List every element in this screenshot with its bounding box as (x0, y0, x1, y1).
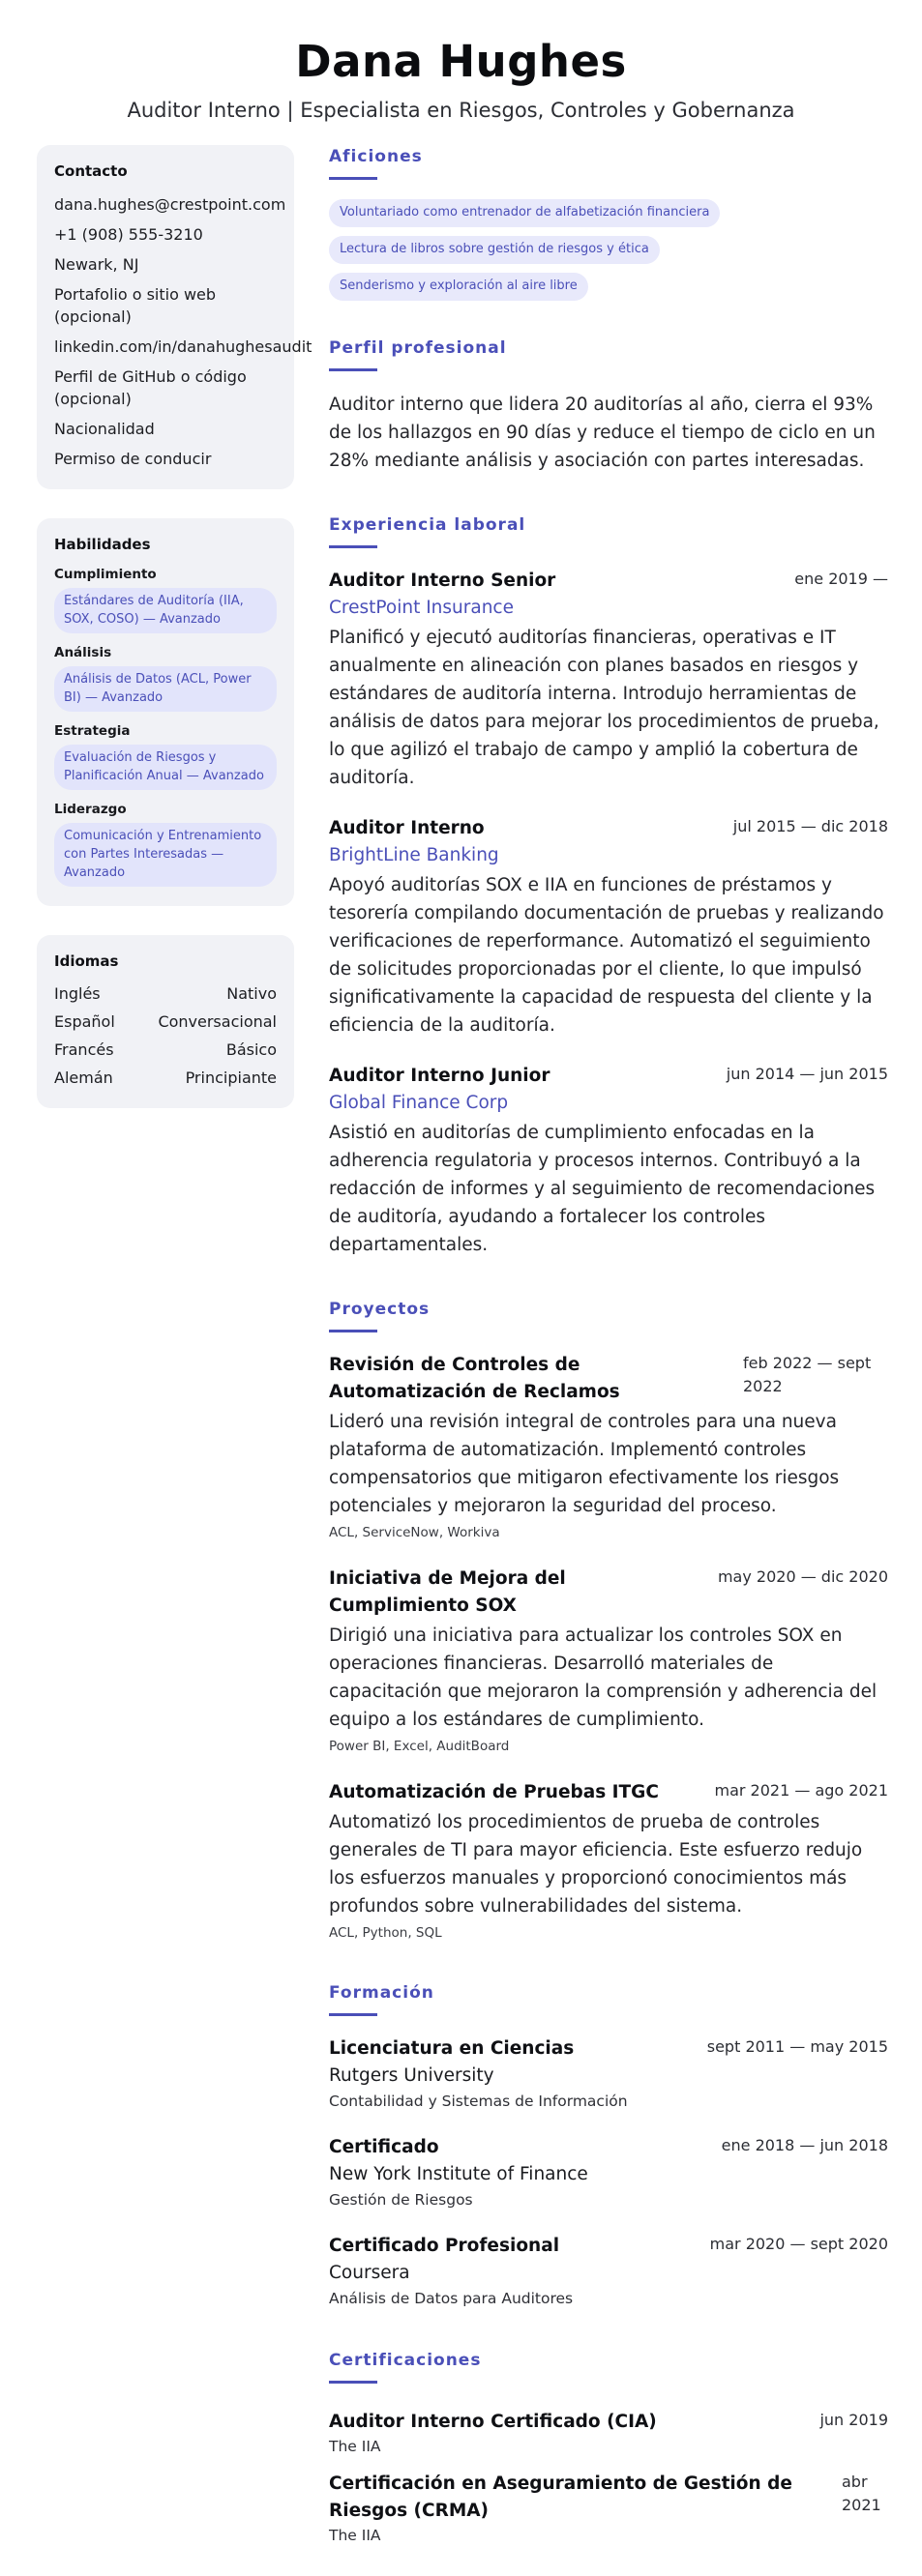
section-divider (329, 1330, 377, 1332)
projects-heading: Proyectos (329, 1300, 431, 1319)
hobbies-list (329, 199, 888, 309)
contact-linkedin[interactable]: linkedin.com/in/danahughesaudit (54, 337, 312, 356)
language-name: Español (54, 1012, 115, 1031)
education-section (329, 1981, 888, 2310)
language-name: Inglés (54, 984, 101, 1003)
job-company: BrightLine Banking (329, 845, 499, 865)
job-description: Apoyó auditorías SOX e IIA en funciones de préstamos y tesorería compilando documentación de pruebas y realizando verificaciones de reperformance. Automatizó el seguimiento de solicitudes proporcionadas por el cliente, lo que impulsó significativamente la capacidad de respuesta del cliente y la eficiencia de la auditoría. (329, 875, 884, 1036)
education-degree: Certificado (329, 2137, 439, 2157)
contact-card (37, 145, 312, 489)
skill-category: Cumplimiento (54, 567, 157, 582)
language-level: Básico (225, 1040, 277, 1059)
job-title: Auditor Interno Junior (329, 1066, 550, 1086)
skill-category: Liderazgo (54, 802, 127, 817)
profile-heading: Perfil profesional (329, 338, 507, 358)
certification-date: jun 2019 (819, 2411, 888, 2429)
contact-driving-license: Permiso de conducir (54, 450, 212, 468)
project-entry (329, 1779, 888, 1943)
skill-category: Análisis (54, 645, 112, 660)
education-entry (329, 2233, 888, 2310)
education-field: Gestión de Riesgos (329, 2191, 473, 2209)
certifications-heading: Certificaciones (329, 2351, 482, 2370)
experience-section (329, 513, 888, 1259)
sidebar (37, 145, 312, 1137)
resume-header (0, 0, 922, 145)
language-row (54, 1068, 277, 1089)
skill-pill: Estándares de Auditoría (IIA, SOX, COSO) — Avanzado (54, 588, 277, 633)
education-field: Contabilidad y Sistemas de Información (329, 2093, 628, 2110)
contact-email[interactable]: dana.hughes@crestpoint.com (54, 195, 286, 214)
skill-pill: Comunicación y Entrenamiento con Partes Interesadas — Avanzado (54, 823, 277, 887)
certification-name: Auditor Interno Certificado (CIA) (329, 2412, 657, 2432)
section-divider (329, 2381, 377, 2384)
hobby-pill: Lectura de libros sobre gestión de riesgos y ética (329, 236, 660, 264)
language-level: Conversacional (158, 1012, 277, 1031)
education-school: Rutgers University (329, 2065, 494, 2086)
certification-entry (329, 2471, 888, 2546)
education-dates: sept 2011 — may 2015 (706, 2037, 888, 2056)
job-dates: ene 2019 — (794, 570, 888, 588)
hobby-pill: Voluntariado como entrenador de alfabetización financiera (329, 199, 720, 227)
project-name: Automatización de Pruebas ITGC (329, 1782, 659, 1802)
certification-name: Certificación en Aseguramiento de Gestión de Riesgos (CRMA) (329, 2474, 792, 2521)
education-entry (329, 2035, 888, 2113)
job-company: CrestPoint Insurance (329, 598, 514, 618)
job-entry (329, 815, 888, 1039)
project-tools: Power BI, Excel, AuditBoard (329, 1739, 510, 1754)
certification-issuer: The IIA (329, 2438, 381, 2455)
languages-card (37, 935, 294, 1108)
language-row (54, 983, 277, 1005)
certification-entry (329, 2409, 888, 2457)
job-entry (329, 1063, 888, 1259)
project-entry (329, 1566, 888, 1756)
skill-pill: Evaluación de Riesgos y Planificación Anual — Avanzado (54, 745, 277, 790)
languages-title: Idiomas (54, 952, 119, 970)
project-dates: mar 2021 — ago 2021 (714, 1781, 888, 1800)
profile-section (329, 337, 888, 475)
project-tools: ACL, ServiceNow, Workiva (329, 1525, 500, 1540)
section-divider (329, 368, 377, 371)
contact-phone[interactable]: +1 (908) 555-3210 (54, 225, 203, 244)
education-dates: ene 2018 — jun 2018 (721, 2136, 888, 2154)
job-description: Planificó y ejecutó auditorías financieras, operativas e IT anualmente en alineación con planes basados en riesgos y estándares de auditoría interna. Introdujo herramientas de análisis de datos para mejorar los procedimientos de prueba, lo que agilizó el trabajo de campo y amplió la cobertura de auditoría. (329, 628, 879, 788)
education-degree: Licenciatura en Ciencias (329, 2038, 575, 2059)
skills-title: Habilidades (54, 536, 151, 553)
person-name: Dana Hughes (295, 36, 627, 87)
project-name: Iniciativa de Mejora del Cumplimiento SOX (329, 1568, 566, 1616)
education-degree: Certificado Profesional (329, 2236, 560, 2256)
language-row (54, 1039, 277, 1061)
education-heading: Formación (329, 1983, 434, 2003)
hobbies-heading: Aficiones (329, 147, 423, 166)
project-dates: may 2020 — dic 2020 (717, 1567, 888, 1586)
education-field: Análisis de Datos para Auditores (329, 2290, 574, 2307)
language-name: Alemán (54, 1068, 113, 1087)
language-level: Nativo (226, 984, 277, 1003)
skill-pill: Análisis de Datos (ACL, Power BI) — Avanzado (54, 666, 277, 712)
section-divider (329, 2013, 377, 2016)
project-name: Revisión de Controles de Automatización de Reclamos (329, 1355, 620, 1402)
project-description: Dirigió una iniciativa para actualizar los controles SOX en operaciones financieras. Desarrolló materiales de capacitación que mejoraron la comprensión y adherencia del equipo a los estándares de cumplimiento. (329, 1625, 877, 1730)
certification-date: abr 2021 (842, 2473, 881, 2514)
contact-nationality: Nacionalidad (54, 420, 155, 438)
skills-card (37, 518, 294, 906)
section-divider (329, 177, 377, 180)
contact-title: Contacto (54, 162, 128, 180)
job-title: Auditor Interno Senior (329, 571, 556, 591)
education-school: New York Institute of Finance (329, 2164, 588, 2184)
job-dates: jun 2014 — jun 2015 (726, 1065, 888, 1083)
certifications-section (329, 2349, 888, 2546)
hobby-pill: Senderismo y exploración al aire libre (329, 273, 588, 301)
person-tagline: Auditor Interno | Especialista en Riesgos, Controles y Gobernanza (127, 99, 795, 122)
profile-summary: Auditor interno que lidera 20 auditorías al año, cierra el 93% de los hallazgos en 90 días y reduce el tiempo de ciclo en un 28% mediante análisis y asociación con partes interesadas. (329, 395, 876, 471)
job-entry (329, 568, 888, 792)
project-description: Automatizó los procedimientos de prueba de controles generales de TI para mayor eficiencia. Este esfuerzo redujo los esfuerzos manuales y proporcionó conocimientos más profundos sobre vulnerabilidades del sistema. (329, 1812, 863, 1917)
main-column (329, 145, 888, 2546)
skill-category: Estrategia (54, 723, 131, 739)
education-dates: mar 2020 — sept 2020 (709, 2235, 888, 2253)
language-row (54, 1011, 277, 1033)
projects-section (329, 1298, 888, 1943)
skill-group (54, 645, 277, 712)
section-divider (329, 545, 377, 548)
skill-group (54, 723, 277, 790)
contact-location: Newark, NJ (54, 255, 139, 274)
skill-group (54, 567, 277, 633)
job-title: Auditor Interno (329, 818, 485, 838)
education-entry (329, 2134, 888, 2211)
project-dates: feb 2022 — sept 2022 (743, 1354, 872, 1395)
contact-portfolio: Portafolio o sitio web (opcional) (54, 285, 217, 326)
language-name: Francés (54, 1040, 114, 1059)
certification-issuer: The IIA (329, 2527, 381, 2544)
language-level: Principiante (185, 1068, 277, 1087)
project-entry (329, 1352, 888, 1542)
job-description: Asistió en auditorías de cumplimiento enfocadas en la adherencia regulatoria y procesos internos. Contribuyó a la redacción de informes y al seguimiento de recomendaciones de auditoría, ayudando a fortalecer los controles departamentales. (329, 1123, 876, 1255)
hobbies-section (329, 145, 888, 309)
contact-github: Perfil de GitHub o código (opcional) (54, 367, 247, 408)
education-school: Coursera (329, 2263, 410, 2283)
skill-group (54, 802, 277, 887)
job-company: Global Finance Corp (329, 1093, 509, 1113)
project-tools: ACL, Python, SQL (329, 1925, 442, 1941)
job-dates: jul 2015 — dic 2018 (732, 817, 888, 835)
project-description: Lideró una revisión integral de controles para una nueva plataforma de automatización. Implementó controles compensatorios que mitigaron efectivamente los riesgos potenciales y mejoraron la seguridad del proceso. (329, 1412, 840, 1516)
experience-heading: Experiencia laboral (329, 515, 526, 535)
